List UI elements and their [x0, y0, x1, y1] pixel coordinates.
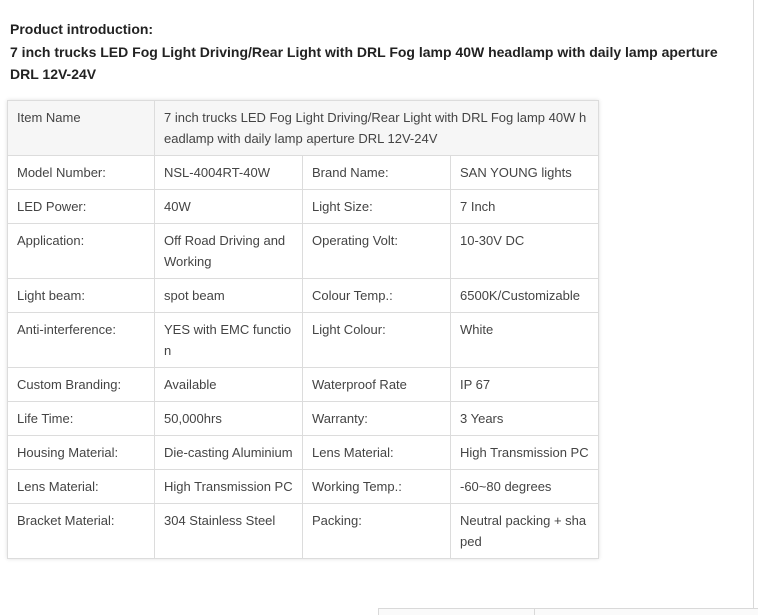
table-row: [8, 402, 599, 436]
table-row: [8, 313, 599, 368]
spec-table: [7, 100, 599, 559]
spec-label: Lens Material:: [303, 436, 451, 470]
spec-label: Light Colour:: [303, 313, 451, 368]
spec-label: Light beam:: [8, 279, 155, 313]
spec-value: 40W: [155, 190, 303, 224]
spec-label: Warranty:: [303, 402, 451, 436]
spec-label: Brand Name:: [303, 156, 451, 190]
spec-value: White: [451, 313, 599, 368]
spec-label: Application:: [8, 224, 155, 279]
spec-value: -60~80 degrees: [451, 470, 599, 504]
spec-label: Anti-interference:: [8, 313, 155, 368]
table-row: [8, 101, 599, 156]
spec-value: 3 Years: [451, 402, 599, 436]
content-border: [753, 0, 754, 614]
spec-label: Life Time:: [8, 402, 155, 436]
spec-label: Working Temp.:: [303, 470, 451, 504]
spec-value: High Transmission PC: [155, 470, 303, 504]
spec-value: IP 67: [451, 368, 599, 402]
table-row: [8, 470, 599, 504]
spec-label: Lens Material:: [8, 470, 155, 504]
spec-value: Off Road Driving and Working: [155, 224, 303, 279]
table-row: [8, 368, 599, 402]
spec-value: Available: [155, 368, 303, 402]
spec-label: Custom Branding:: [8, 368, 155, 402]
spec-label: Operating Volt:: [303, 224, 451, 279]
table-row: [8, 156, 599, 190]
spec-label: Housing Material:: [8, 436, 155, 470]
table-row: [8, 436, 599, 470]
spec-label: Bracket Material:: [8, 504, 155, 559]
spec-label: Item Name: [8, 101, 155, 156]
spec-value: 50,000hrs: [155, 402, 303, 436]
spec-label: Model Number:: [8, 156, 155, 190]
spec-label: Colour Temp.:: [303, 279, 451, 313]
table-row: [8, 224, 599, 279]
product-introduction: [10, 18, 745, 85]
spec-value: 7 inch trucks LED Fog Light Driving/Rear Light with DRL Fog lamp 40W headlamp with daily lamp aperture DRL 12V-24V: [155, 101, 599, 156]
table-row: [8, 190, 599, 224]
spec-value: 10-30V DC: [451, 224, 599, 279]
spec-label: Light Size:: [303, 190, 451, 224]
spec-value: 6500K/Customizable: [451, 279, 599, 313]
spec-value: Die-casting Aluminium: [155, 436, 303, 470]
spec-value: Neutral packing + shaped: [451, 504, 599, 559]
intro-label: Product introduction:: [10, 21, 154, 37]
spec-value: 7 Inch: [451, 190, 599, 224]
spec-label: LED Power:: [8, 190, 155, 224]
spec-value: High Transmission PC: [451, 436, 599, 470]
spec-value: 304 Stainless Steel: [155, 504, 303, 559]
spec-value: SAN YOUNG lights: [451, 156, 599, 190]
spec-value: spot beam: [155, 279, 303, 313]
table-row: [8, 504, 599, 559]
table-divider: [534, 609, 535, 615]
spec-value: NSL-4004RT-40W: [155, 156, 303, 190]
spec-label: Packing:: [303, 504, 451, 559]
spec-value: YES with EMC function: [155, 313, 303, 368]
spec-label: Waterproof Rate: [303, 368, 451, 402]
product-title: 7 inch trucks LED Fog Light Driving/Rear Light with DRL Fog lamp 40W headlamp with daily lamp aperture DRL 12V-24V: [10, 44, 718, 82]
table-row: [8, 279, 599, 313]
